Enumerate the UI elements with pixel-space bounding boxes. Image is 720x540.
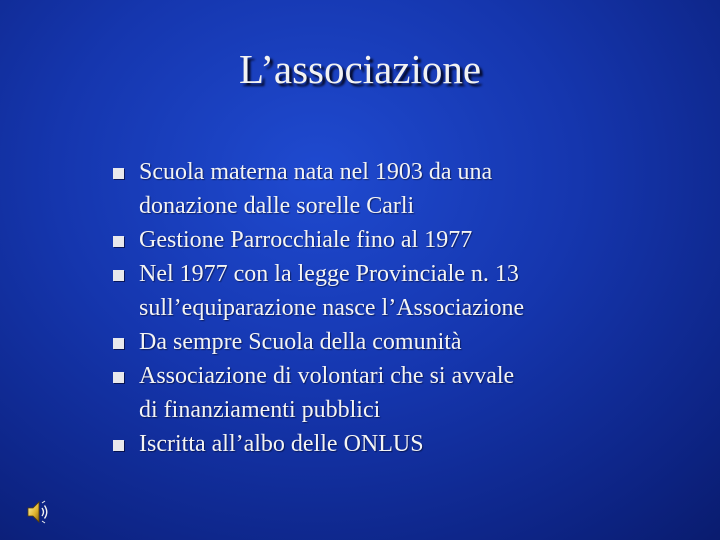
- bullet-square-icon: [113, 372, 124, 383]
- bullet-text-line: donazione dalle sorelle Carli: [139, 193, 415, 219]
- bullet-text-line: Scuola materna nata nel 1903 da una: [139, 159, 493, 185]
- bullet-list: [111, 155, 631, 461]
- bullet-item: [111, 223, 631, 257]
- bullet-text-line: Gestione Parrocchiale fino al 1977: [139, 227, 473, 253]
- bullet-text-line: Da sempre Scuola della comunità: [139, 329, 462, 355]
- slide-title: L’associazione: [238, 46, 482, 92]
- bullet-square-icon: [113, 338, 124, 349]
- bullet-square-icon: [113, 270, 124, 281]
- bullet-item: [111, 325, 631, 359]
- bullet-text-line: Associazione di volontari che si avvale: [139, 363, 515, 389]
- bullet-item: [111, 427, 631, 461]
- bullet-item: [111, 359, 631, 427]
- bullet-text-line: Nel 1977 con la legge Provinciale n. 13: [139, 261, 519, 287]
- bullet-text-line: di finanziamenti pubblici: [139, 397, 381, 423]
- bullet-square-icon: [113, 440, 124, 451]
- bullet-item: [111, 257, 631, 325]
- bullet-square-icon: [113, 236, 124, 247]
- bullet-text-line: sull’equiparazione nasce l’Associazione: [139, 295, 525, 321]
- speaker-icon-graphic: [26, 499, 52, 525]
- speaker-icon[interactable]: [26, 499, 52, 525]
- bullet-text-line: Iscritta all’albo delle ONLUS: [139, 431, 424, 457]
- bullet-item: [111, 155, 631, 223]
- bullet-square-icon: [113, 168, 124, 179]
